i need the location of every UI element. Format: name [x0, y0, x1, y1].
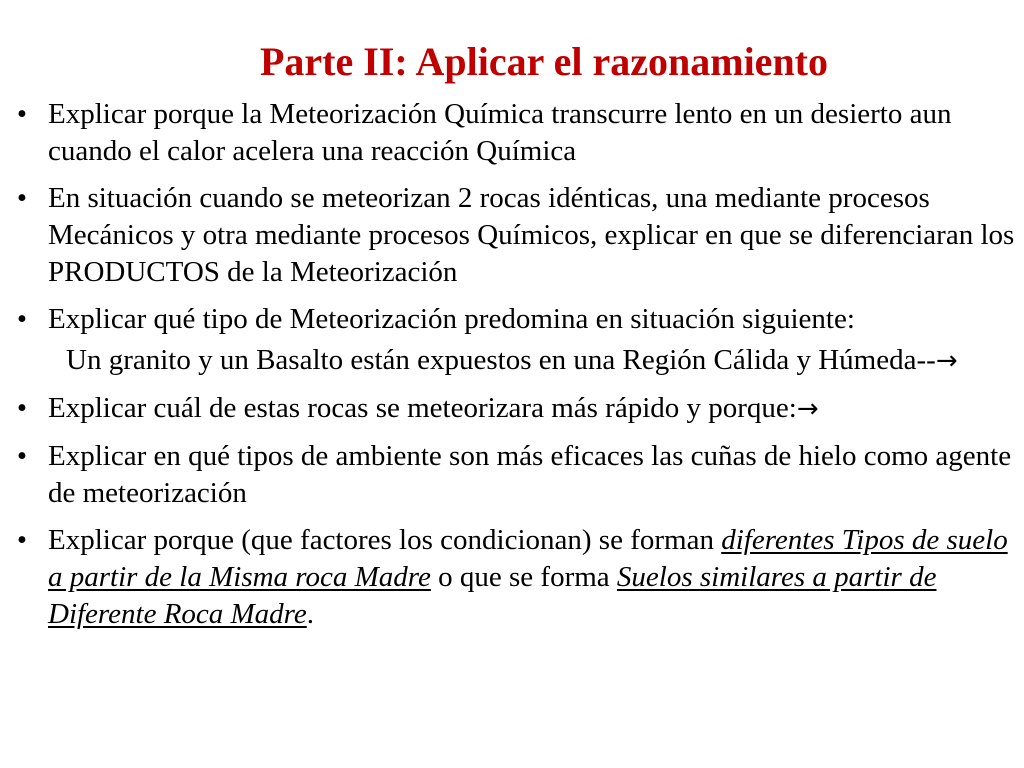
bullet-item-3 — [10, 301, 1016, 338]
emphasis-text-2: Suelos similares a partir de Diferente Roca Madre — [48, 561, 937, 630]
title-prefix: Parte II: — [259, 39, 408, 84]
bullet-item-6 — [10, 522, 1016, 633]
emphasis-text-1: diferentes Tipos de suelo a partir de la Misma roca Madre — [48, 524, 1008, 593]
slide-title — [0, 38, 1024, 86]
bullet-item-5 — [10, 438, 1016, 512]
arrow-right-icon: → — [796, 394, 819, 424]
bullet-dot: • — [16, 440, 28, 472]
plain-paragraph — [10, 342, 1016, 380]
bullet-text-6b: o que se forma — [430, 561, 617, 593]
bullet-dot: • — [16, 392, 28, 424]
bullet-dot: • — [16, 98, 28, 130]
bullet-item-2 — [10, 180, 1016, 291]
bullet-text-4: Explicar cuál de estas rocas se meteorizara más rápido y porque: — [48, 392, 797, 424]
plain-text: Un granito y un Basalto están expuestos en una Región Cálida y Húmeda-- — [66, 344, 936, 376]
bullet-dot: • — [16, 182, 28, 214]
bullet-text-1: Explicar porque la Meteorización Química transcurre lento en un desierto aun cuando el calor acelera una reacción Química — [48, 98, 952, 167]
bullet-dot: • — [16, 303, 28, 335]
title-rest: Aplicar el razonamiento — [415, 39, 829, 84]
bullet-text-6c: . — [306, 598, 315, 630]
bullet-text-2: En situación cuando se meteorizan 2 rocas idénticas, una mediante procesos Mecánicos y otra mediante procesos Químicos, explicar en que se diferenciaran los PRODUCTOS de la Meteorización — [48, 182, 1015, 288]
bullet-item-1 — [10, 96, 1016, 170]
bullet-dot: • — [16, 524, 28, 556]
bullet-text-3: Explicar qué tipo de Meteorización predomina en situación siguiente: — [48, 303, 855, 335]
bullet-list — [10, 96, 1016, 643]
arrow-right-icon: → — [935, 346, 958, 376]
bullet-item-4 — [10, 390, 1016, 428]
bullet-text-6a: Explicar porque (que factores los condicionan) se forman — [48, 524, 722, 556]
bullet-text-5: Explicar en qué tipos de ambiente son más eficaces las cuñas de hielo como agente de meteorización — [48, 440, 1012, 509]
